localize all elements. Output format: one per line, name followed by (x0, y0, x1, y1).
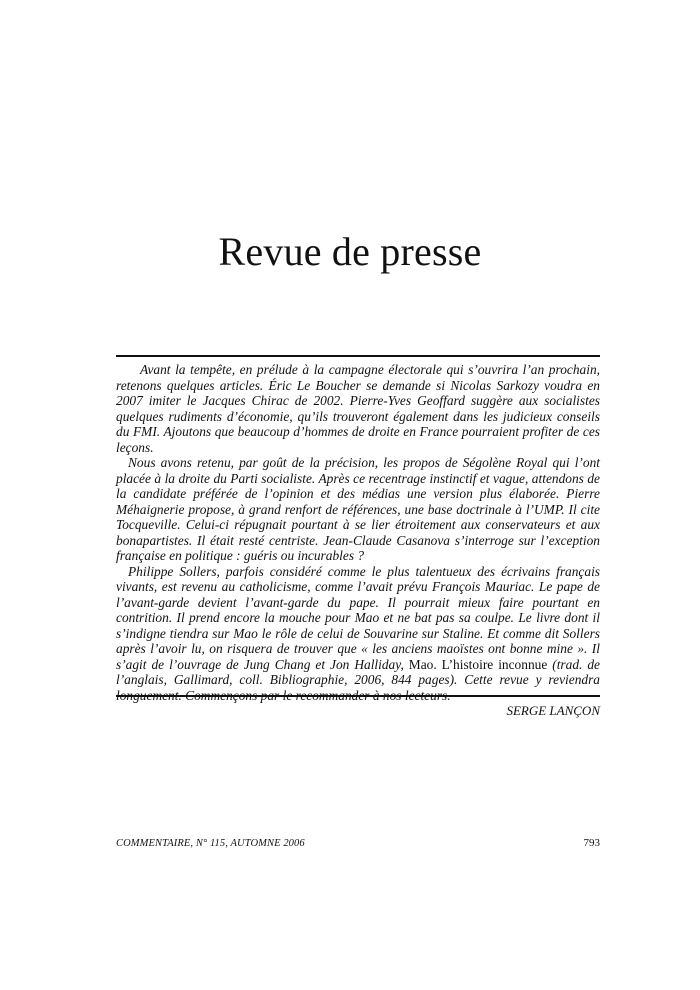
abstract-paragraph-3-part-a: Philippe Sollers, parfois considéré comme le plus talentueux des écrivains français vivants, est revenu au catholicisme, comme l’avait prévu François Mauriac. Le pape de l’avant-garde devient l’avant-garde du pape. Il pourrait mieux faire pourtant en contrition. Il prend encore la mouche pour Mao et ne bat pas sa coulpe. Le livre dont il s’indigne tiendra sur Mao le rôle de celui de Souvarine sur Staline. Et comme dit Sollers après l’avoir lu, on risquera de trouver que « les anciens maoïstes ont bonne mine ». Il s’agit de l’ouvrage de Jung Chang et Jon Halliday, (116, 563, 600, 672)
journal-footer: COMMENTAIRE, N° 115, AUTOMNE 2006 (116, 838, 305, 849)
abstract-paragraph-3-part-b: (trad. de l’anglais, Gallimard, coll. Bibliographie, 2006, 844 pages). Cette revue y reviendra longuement. Commençons par le recommander à nos lecteurs. (116, 656, 600, 703)
abstract-paragraph-3 (116, 564, 600, 704)
abstract-paragraph-2: Nous avons retenu, par goût de la précision, les propos de Ségolène Royal qui l’ont placée à la droite du Parti socialiste. Après ce recentrage instinctif et vague, attendons de la candidate préférée de l’opinion et des médias une version plus élaborée. Pierre Méhaignerie propose, à grand renfort de références, une base doctrinale à l’UMP. Il cite Tocqueville. Celui-ci répugnait pourtant à se lier étroitement aux conservateurs et aux bonapartistes. Il était resté centriste. Jean-Claude Casanova s’interroge sur l’exception française en politique : guéris ou incurables ? (116, 455, 600, 563)
abstract-paragraph-1: Avant la tempête, en prélude à la campagne électorale qui s’ouvrira l’an prochain, retenons quelques articles. Éric Le Boucher se demande si Nicolas Sarkozy voudra en 2007 imiter le Jacques Chirac de 2002. Pierre-Yves Geoffard suggère aux socialistes quelques rudiments d’économie, qu’ils trouveront également dans les judicieux conseils du FMI. Ajoutons que beaucoup d’hommes de droite en France pourraient profiter de ces leçons. (116, 362, 600, 455)
book-title: Mao. L’histoire inconnue (408, 656, 548, 672)
abstract-block (116, 362, 600, 719)
author-signature: SERGE LANÇON (506, 703, 600, 718)
page-title: Revue de presse (218, 229, 482, 274)
top-divider (116, 355, 600, 357)
bottom-divider (116, 695, 600, 697)
page-number: 793 (583, 837, 600, 849)
